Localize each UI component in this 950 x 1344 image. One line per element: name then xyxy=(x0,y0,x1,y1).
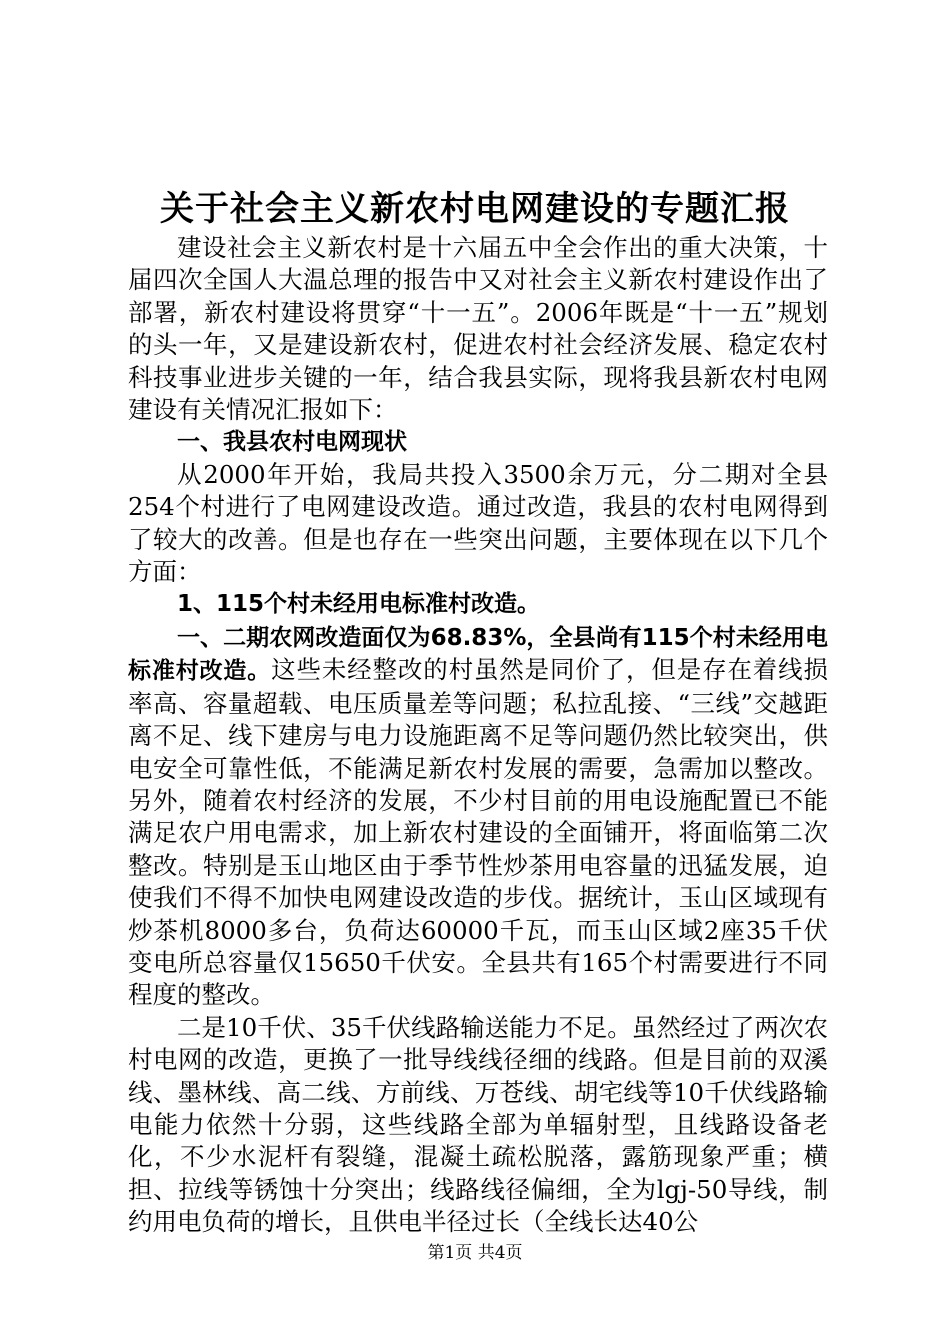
status-paragraph: 从2000年开始，我局共投入3500余万元，分二期对全县254个村进行了电网建设改造。通过改造，我县的农村电网得到了较大的改善。但是也存在一些突出问题，主要体现在以下几个方面： xyxy=(128,459,828,587)
issue-paragraph-2: 二是10千伏、35千伏线路输送能力不足。虽然经过了两次农村电网的改造，更换了一批导线线径细的线路。但是目前的双溪线、墨林线、高二线、方前线、万苍线、胡宅线等10千伏线路输电能力依然十分弱，这些线路全部为单辐射型，且线路设备老化，不少水泥杆有裂缝，混凝土疏松脱落，露筋现象严重；横担、拉线等锈蚀十分突出；线路线径偏细，全为lgj-50导线，制约用电负荷的增长，且供电半径过长（全线长达40公 xyxy=(128,1012,828,1237)
issue-paragraph-1-body: 这些未经整改的村虽然是同价了，但是存在着线损率高、容量超载、电压质量差等问题；私拉乱接、“三线”交越距离不足、线下建房与电力设施距离不足等问题仍然比较突出，供电安全可靠性低，不能满足新农村发展的需要，急需加以整改。另外，随着农村经济的发展，不少村目前的用电设施配置已不能满足农户用电需求，加上新农村建设的全面铺开，将面临第二次整改。特别是玉山地区由于季节性炒茶用电容量的迅猛发展，迫使我们不得不加快电网建设改造的步伐。据统计，玉山区域现有炒茶机8000多台，负荷达60000千瓦，而玉山区域2座35千伏变电所总容量仅15650千伏安。全县共有165个村需要进行不同程度的整改。 xyxy=(128,655,829,1010)
subsection-heading-1: 1、115个村未经用电标准村改造。 xyxy=(177,591,541,618)
intro-paragraph: 建设社会主义新农村是十六届五中全会作出的重大决策，十届四次全国人大温总理的报告中又对社会主义新农村建设作出了部署，新农村建设将贯穿“十一五”。2006年既是“十一五”规划的头一年，又是建设新农村，促进农村社会经济发展、稳定农村科技事业进步关键的一年，结合我县实际，现将我县新农村电网建设有关情况汇报如下： xyxy=(128,233,828,425)
document-body xyxy=(128,232,828,1239)
section-heading-1: 一、我县农村电网现状 xyxy=(177,429,407,456)
page-footer: 第1页 共4页 xyxy=(427,1243,523,1263)
issue-paragraph-1-lead: 一、二期农网改造面仅为68.83%，全县尚有115个村未经用电标准村改造。 xyxy=(128,624,828,685)
issue-paragraph-1 xyxy=(128,621,828,1012)
document-title: 关于社会主义新农村电网建设的专题汇报 xyxy=(160,189,790,229)
